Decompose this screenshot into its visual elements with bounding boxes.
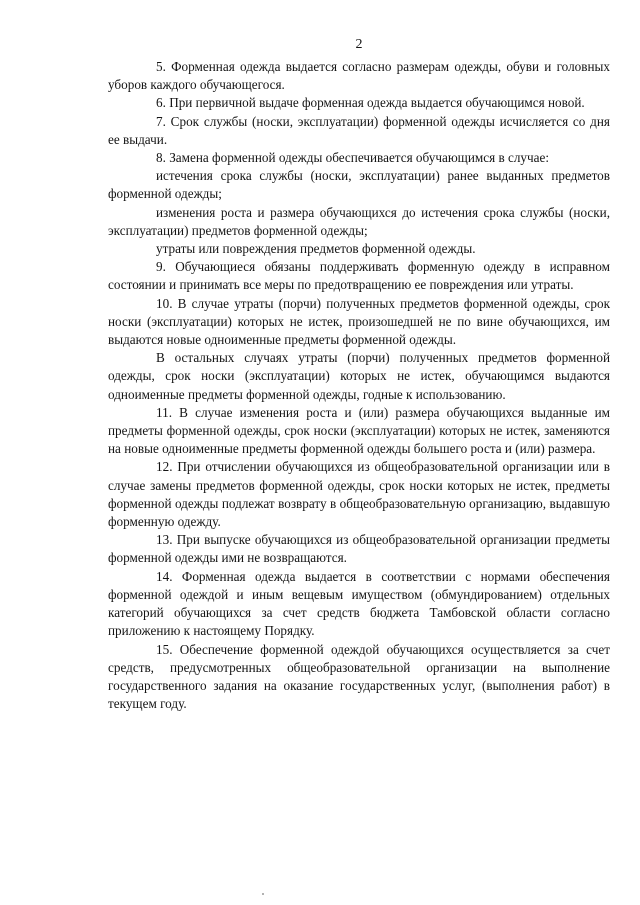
paragraph-14: 14. Форменная одежда выдается в соответствии с нормами обеспечения форменной одеждой и иным вещевым имуществом (обмундированием) отдельных категорий обучающихся за счет средств бюджета Тамбовской области согласно приложению к настоящему Порядку.: [108, 568, 610, 639]
paragraph-5: 5. Форменная одежда выдается согласно размерам одежды, обуви и головных уборов каждого обучающегося.: [108, 59, 610, 93]
document-body: [108, 58, 610, 713]
paragraph-7: 7. Срок службы (носки, эксплуатации) форменной одежды исчисляется со дня ее выдачи.: [108, 113, 610, 147]
paragraph-11: 11. В случае изменения роста и (или) размера обучающихся выданные им предметы форменной одежды, срок носки (эксплуатации) которых не истек, заменяются на новые одноименные предметы форменной одежды большего роста и (или) размера.: [108, 404, 610, 457]
paragraph-10: 10. В случае утраты (порчи) полученных предметов форменной одежды, срок носки (эксплуатации) которых не истек, произошедшей не по вине обучающихся, им выдаются новые одноименные предметы форменной одежды.: [108, 295, 610, 348]
paragraph-12: 12. При отчислении обучающихся из общеобразовательной организации или в случае замены предметов форменной одежды, срок носки которых не истек, предметы форменной одежды подлежат возврату в общеобразовательную организацию, выдавшую форменную одежду.: [108, 459, 610, 530]
scan-speck: [262, 893, 264, 895]
paragraph-8-case-2: изменения роста и размера обучающихся до истечения срока службы (носки, эксплуатации) предметов форменной одежды;: [108, 204, 610, 238]
paragraph-15: 15. Обеспечение форменной одеждой обучающихся осуществляется за счет средств, предусмотренных общеобразовательной организации на выполнение государственного задания на оказание государственных услуг, (выполнения работ) в текущем году.: [108, 641, 610, 712]
paragraph-9: 9. Обучающиеся обязаны поддерживать форменную одежду в исправном состоянии и принимать все меры по предотвращению ее повреждения или утраты.: [108, 259, 610, 293]
paragraph-8: 8. Замена форменной одежды обеспечивается обучающимся в случае:: [156, 150, 549, 166]
paragraph-6: 6. При первичной выдаче форменная одежда выдается обучающимся новой.: [156, 95, 585, 111]
paragraph-8-case-3: утраты или повреждения предметов форменной одежды.: [156, 241, 476, 257]
page-number: 2: [355, 37, 363, 52]
paragraph-8-case-1: истечения срока службы (носки, эксплуатации) ранее выданных предметов форменной одежды;: [108, 168, 610, 202]
paragraph-13: 13. При выпуске обучающихся из общеобразовательной организации предметы форменной одежды ими не возвращаются.: [108, 532, 610, 566]
paragraph-10-continued: В остальных случаях утраты (порчи) полученных предметов форменной одежды, срок носки (эксплуатации) которых не истек, обучающимся выдаются одноименные предметы форменной одежды, годные к использованию.: [108, 350, 610, 402]
